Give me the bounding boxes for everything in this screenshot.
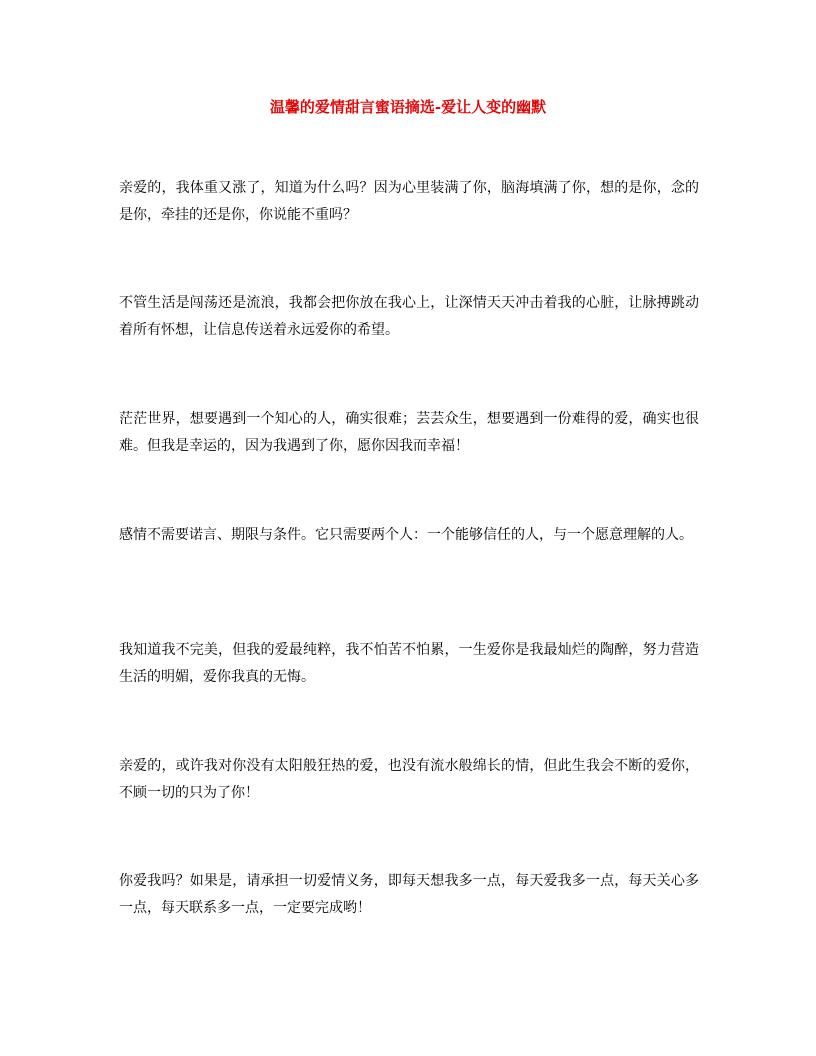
paragraph-5: 我知道我不完美，但我的爱最纯粹，我不怕苦不怕累，一生爱你是我最灿烂的陶醉，努力营造生活的明媚，爱你我真的无悔。 bbox=[119, 642, 699, 685]
paragraph-6: 亲爱的，或许我对你没有太阳般狂热的爱，也没有流水般绵长的情，但此生我会不断的爱你，不顾一切的只为了你！ bbox=[119, 758, 699, 801]
paragraph-1: 亲爱的，我体重又涨了，知道为什么吗？因为心里装满了你，脑海填满了你，想的是你，念的是你，牵挂的还是你，你说能不重吗？ bbox=[119, 180, 699, 223]
document-title: 温馨的爱情甜言蜜语摘选-爱让人变的幽默 bbox=[269, 98, 547, 116]
paragraph-7: 你爱我吗？如果是，请承担一切爱情义务，即每天想我多一点，每天爱我多一点，每天关心多一点，每天联系多一点，一定要完成哟！ bbox=[119, 873, 699, 916]
paragraph-2: 不管生活是闯荡还是流浪，我都会把你放在我心上，让深情天天冲击着我的心脏，让脉搏跳动着所有怀想，让信息传送着永远爱你的希望。 bbox=[119, 295, 699, 338]
paragraph-3: 茫茫世界，想要遇到一个知心的人，确实很难；芸芸众生，想要遇到一份难得的爱，确实也很难。但我是幸运的，因为我遇到了你，愿你因我而幸福！ bbox=[119, 411, 699, 454]
paragraph-4: 感情不需要诺言、期限与条件。它只需要两个人：一个能够信任的人，与一个愿意理解的人。 bbox=[119, 527, 693, 543]
